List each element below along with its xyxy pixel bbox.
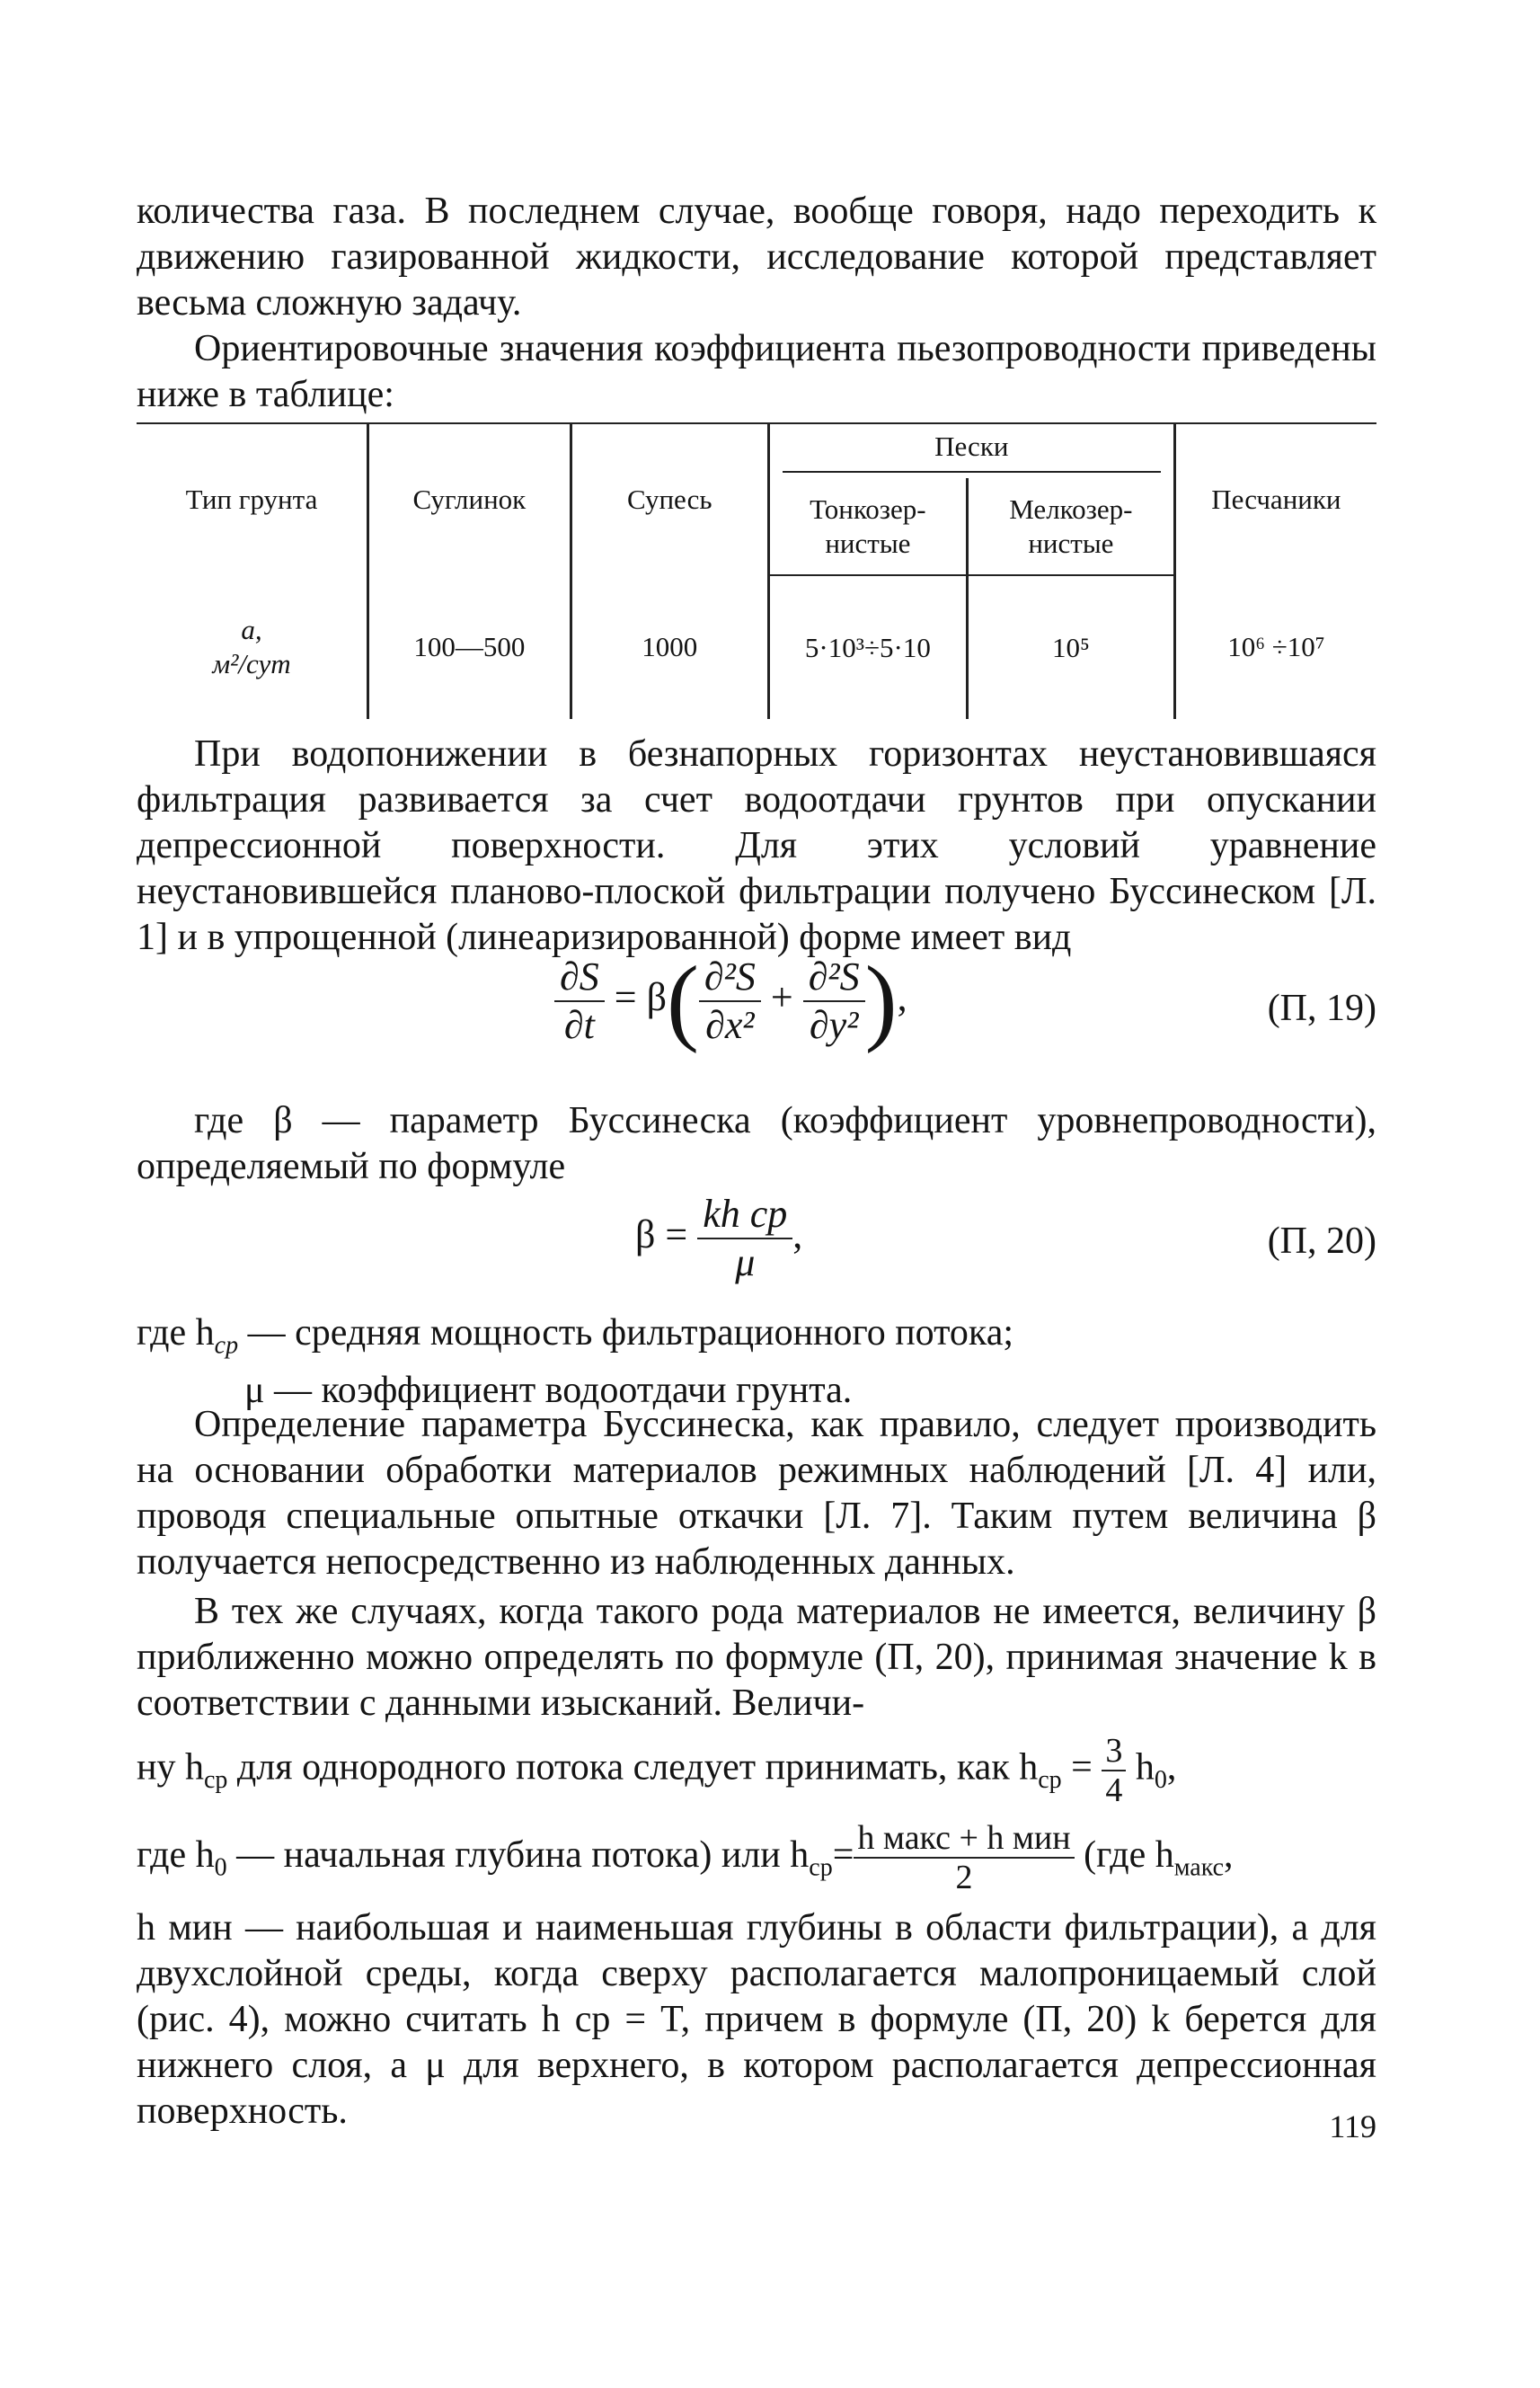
paragraph-6: Определение параметра Буссинеска, как правило, следует производить на основании обработки материалов режимных наблюдений [Л. 4] или, проводя специальные опытные откачки [Л. 7]. Таким путем величина β получается непосредственно из наблюденных данных. <box>137 1404 1376 1583</box>
eq19-term2: $\frac{\text{∂²S}}{\text{∂y²}}$ <box>803 954 865 1049</box>
paragraph-3: При водопонижении в безнапорных горизонтах неустановившаяся фильтрация развивается за счет водоотдачи грунтов при опускании депрессионной поверхности. Для этих условий уравнение неустановившейся планово-плоской фильтрации получено Буссинеском [Л. 1] и в упрощенной (линеаризированной) форме имеет вид <box>137 733 1376 958</box>
table-row-label: a, м²/сут <box>212 614 291 679</box>
eq19-plus: + <box>770 975 793 1020</box>
paragraph-4: где β — параметр Буссинеска (коэффициент уровнепроводности), определяемый по формуле <box>137 1100 1376 1187</box>
eq20-fraction: $\frac{\text{kh ср}}{\mu}$ <box>697 1191 792 1286</box>
soil-table <box>137 422 1376 719</box>
paragraph-5: где $h_{ср}$ — средняя мощность фильтрационного потока; μ — коэффициент водоотдачи грунта. <box>137 1312 1014 1412</box>
table-cell-tonko: 5·10³÷5·10 <box>768 575 967 719</box>
paragraph-2: Ориентировочные значения коэффициента пьезопроводности приведены ниже в таблице: <box>137 328 1376 415</box>
table-cell-suglinok: 100—500 <box>368 575 571 719</box>
table-cell-melko: 10⁵ <box>967 575 1174 719</box>
page-number: 119 <box>1329 2108 1376 2144</box>
paragraph-1: количества газа. В последнем случае, вообще говоря, надо переходить к движению газированной жидкости, исследование которой представляет весьма сложную задачу. <box>137 191 1376 324</box>
paragraph-7: В тех же случаях, когда такого рода материалов не имеется, величину β приближенно можно определять по формуле (П, 20), принимая значение k в соответствии с данными изысканий. Величи- ну $h_{ср}$ для однородного потока следует принимать, как $h_{ср}$ = $\frac{3}{4}$ $h_0$, где $h_0$ — начальная глубина потока) или $h_{ср}=$ $\frac{\text{h макс + h мин}}{2}$ (где $h_{макс}$, h мин — наибольшая и наименьшая глубины в области фильтрации), а для двухслойной среды, когда сверху располагается малопроницаемый слой (рис. 4), можно считать h ср = T, причем в формуле (П, 20) k берется для нижнего слоя, а μ для верхнего, в котором располагается депрессионная поверхность. <box>137 1591 1376 2133</box>
equation-number-19: (П, 19) <box>1267 988 1376 1029</box>
equation-20: β = $\frac{\text{kh ср}}{\mu}$ , (П, 20) <box>635 1192 1376 1284</box>
table-header-melko: Мелкозер- нистые <box>967 478 1174 575</box>
eq20-lhs: β = <box>635 1212 688 1257</box>
eq19-term1: $\frac{\text{∂²S}}{\text{∂x²}}$ <box>699 954 761 1049</box>
equation-19: $\frac{\partial S}{\partial t}$ = β( $\frac{\text{∂²S}}{\text{∂x²}}$ + $\frac{\text{∂²S}}{\text{∂y²}}$ ), (П, 19) <box>137 953 1376 1087</box>
table-header-suglinok: Суглинок <box>368 423 571 575</box>
table-header-tonko: Тонкозер- нистые <box>768 478 967 575</box>
equation-number-20: (П, 20) <box>1267 1221 1376 1262</box>
table-header-peski: Пески <box>768 423 1174 478</box>
eq19-beta: = β <box>614 975 667 1020</box>
table-header-type: Тип грунта <box>185 484 318 515</box>
table-header-supes: Супесь <box>571 423 768 575</box>
table-cell-peschaniki: 10⁶ ÷10⁷ <box>1174 575 1376 719</box>
eq19-lhs: $\frac{\partial S}{\partial t}$ <box>554 954 605 1049</box>
table-cell-supes: 1000 <box>571 575 768 719</box>
table-header-peschaniki: Песчаники <box>1174 423 1376 575</box>
